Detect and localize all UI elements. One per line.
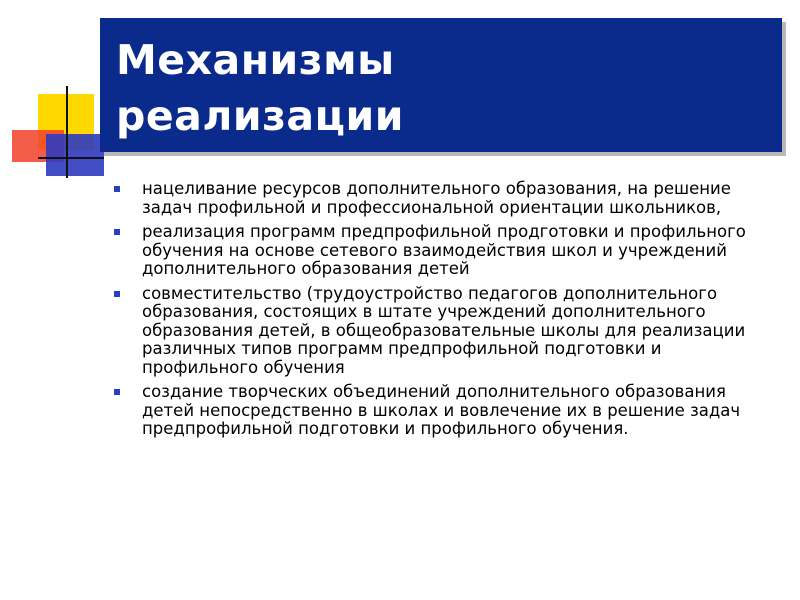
bullet-item	[112, 223, 762, 279]
bullet-text: совместительство (трудоустройство педагогов дополнительного образования, состоящих в штате учреждений дополнительного образования детей, в общеобразовательные школы для реализации различных типов программ предпрофильной подготовки и профильного обучения	[142, 283, 746, 377]
bullet-text: реализация программ предпрофильной продготовки и профильного обучения на основе сетевого взаимодействия школ и учреждений дополнительного образования детей	[142, 222, 746, 278]
decor-blue-square	[46, 134, 104, 176]
bullet-text: нацеливание ресурсов дополнительного образования, на решение задач профильной и профессиональной ориентации школьников,	[142, 179, 731, 217]
decor-horizontal-line	[38, 157, 104, 159]
slide-title-line-2: реализации	[116, 92, 404, 140]
decor-vertical-line	[66, 86, 68, 178]
bullet-item	[112, 180, 762, 217]
slide-title	[116, 32, 756, 144]
bullet-text: создание творческих объединений дополнительного образования детей непосредственно в школах и вовлечение их в решение задач предпрофильной подготовки и профильного обучения.	[142, 382, 741, 438]
bullet-list	[112, 180, 762, 439]
slide-title-line-1: Механизмы	[116, 36, 395, 84]
title-panel	[100, 18, 782, 152]
square-bullet-icon	[114, 291, 120, 297]
bullet-item	[112, 285, 762, 378]
square-bullet-icon	[114, 229, 120, 235]
square-bullet-icon	[114, 186, 120, 192]
square-bullet-icon	[114, 389, 120, 395]
slide-content	[112, 180, 762, 445]
bullet-item	[112, 383, 762, 439]
